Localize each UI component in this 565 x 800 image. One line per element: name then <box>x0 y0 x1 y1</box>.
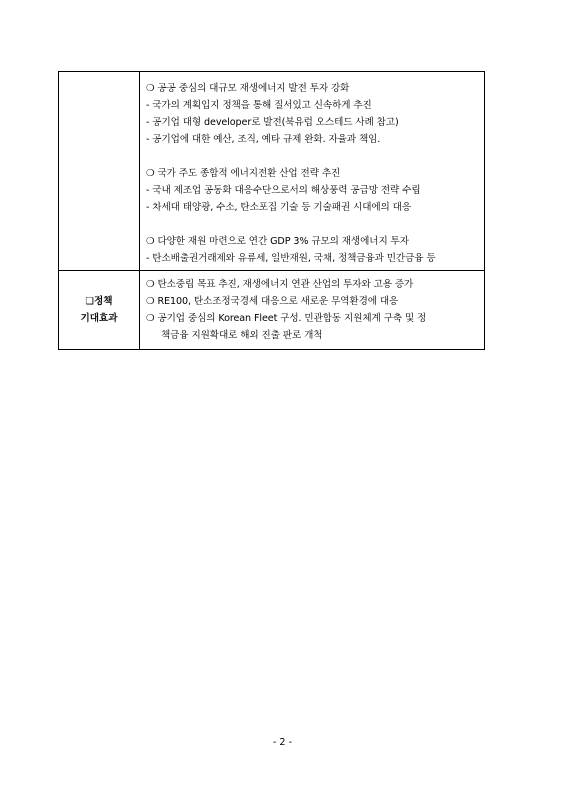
spacer <box>146 148 478 165</box>
page-number: - 2 - <box>272 737 293 748</box>
table-row <box>59 271 485 350</box>
table-row <box>59 72 485 271</box>
row2-content-cell <box>140 271 485 350</box>
row1-line-4: - 공기업에 대한 예산, 조직, 예타 규제 완화. 자율과 책임. <box>146 134 381 145</box>
section-label: ❏정책 <box>85 296 113 307</box>
row1-line-10: ❍ 다양한 재원 마련으로 연간 GDP 3% 규모의 재생에너지 투자 <box>146 236 409 247</box>
row1-line-1: ❍ 공공 중심의 대규모 재생에너지 발전 투자 강화 <box>146 83 350 94</box>
row1-content-cell <box>140 72 485 271</box>
row2-label-cell <box>59 271 140 350</box>
row1-line-6: ❍ 국가 주도 종합적 에너지전환 산업 전략 추진 <box>146 168 341 179</box>
row2-line-3: ❍ 공기업 중심의 Korean Fleet 구성. 민관합동 지원체계 구축 및 정 <box>146 313 427 324</box>
spacer <box>146 216 478 233</box>
row2-line-4: 책금융 지원확대로 해외 진출 판로 개척 <box>161 330 323 341</box>
row1-line-2: - 국가의 계획입지 정책을 통해 질서있고 신속하게 추진 <box>146 100 372 111</box>
row2-line-2: ❍ RE100, 탄소조정국경세 대응으로 새로운 무역환경에 대응 <box>146 296 399 307</box>
row2-line-1: ❍ 탄소중립 목표 추진, 재생에너지 연관 산업의 투자와 고용 증가 <box>146 279 414 290</box>
row1-line-11: - 탄소배출권거래제와 유류세, 일반재원, 국채, 정책금융과 민간금융 등 <box>146 253 436 264</box>
row1-line-3: - 공기업 대형 developer로 발전(북유럽 오스테드 사례 참고) <box>146 117 399 128</box>
row1-line-7: - 국내 제조업 공동화 대응수단으로서의 해상풍력 공급망 전략 수립 <box>146 185 421 196</box>
row1-line-8: - 차세대 태양광, 수소, 탄소포집 기술 등 기술패권 시대에의 대응 <box>146 202 411 213</box>
section-label-sub: 기대효과 <box>80 313 118 324</box>
policy-table <box>58 71 485 350</box>
row1-label-cell <box>59 72 140 271</box>
